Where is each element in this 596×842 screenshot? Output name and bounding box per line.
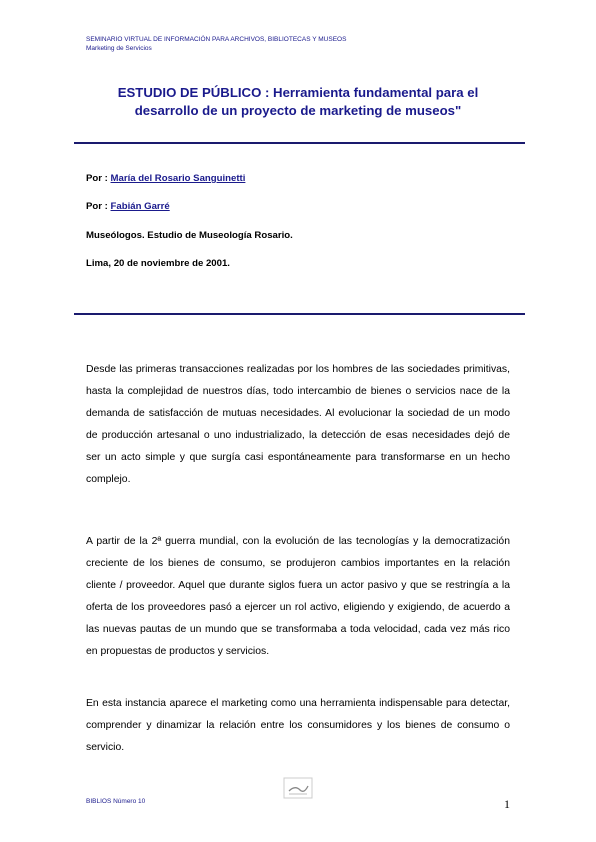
bottom-divider [74, 313, 525, 315]
author-line-1 [86, 173, 245, 184]
paragraph-2: A partir de la 2ª guerra mundial, con la evolución de las tecnologías y la democratización creciente de los bienes de consumo, se produjeron cambios importantes en la relación cliente / proveedor. Aquel que durante siglos fuera un actor pasivo y que se restringía a la oferta de los proveedores pasó a ejercer un rol activo, eligiendo y exigiendo, de acuerdo a las nuevas pautas de un mundo que se transformaba a toda velocidad, cada vez más rico en propuestas de productos y servicios. [86, 536, 510, 657]
title-line-2: desarrollo de un proyecto de marketing de museos" [134, 103, 462, 118]
author-prefix: Por : [86, 173, 111, 184]
page-number: 1 [504, 797, 510, 811]
document-title [60, 84, 536, 120]
paragraph-3: En esta instancia aparece el marketing como una herramienta indispensable para detectar, comprender y dinamizar la relación entre los consumidores y los bienes de consumo o servicio. [86, 698, 510, 753]
footer-publication: BIBLIOS Número 10 [86, 798, 146, 805]
author-link-garre[interactable]: Fabián Garré [110, 201, 170, 212]
publisher-logo-icon [283, 777, 313, 799]
top-divider [74, 142, 525, 144]
header-line-2: Marketing de Servicios [86, 45, 152, 52]
affiliation: Museólogos. Estudio de Museología Rosario. [86, 230, 293, 241]
header-line-1: SEMINARIO VIRTUAL DE INFORMACIÓN PARA ARCHIVOS, BIBLIOTECAS Y MUSEOS [86, 36, 347, 43]
place-date: Lima, 20 de noviembre de 2001. [86, 258, 230, 269]
author-line-2 [86, 201, 170, 212]
author-link-sanguinetti[interactable]: María del Rosario Sanguinetti [110, 173, 246, 184]
paragraph-1: Desde las primeras transacciones realizadas por los hombres de las sociedades primitivas, hasta la complejidad de nuestros días, todo intercambio de bienes o servicios nace de la demanda de satisfacción de mutuas necesidades. Al evolucionar la sociedad de un modo de producción artesanal o uno industrializado, la detección de esas necesidades dejó de ser un acto simple y que surgía casi espontáneamente para transformarse en un hecho complejo. [86, 364, 510, 485]
running-header [86, 35, 346, 53]
title-line-1: ESTUDIO DE PÚBLICO : Herramienta fundamental para el [117, 85, 479, 100]
author-prefix: Por : [86, 201, 111, 212]
